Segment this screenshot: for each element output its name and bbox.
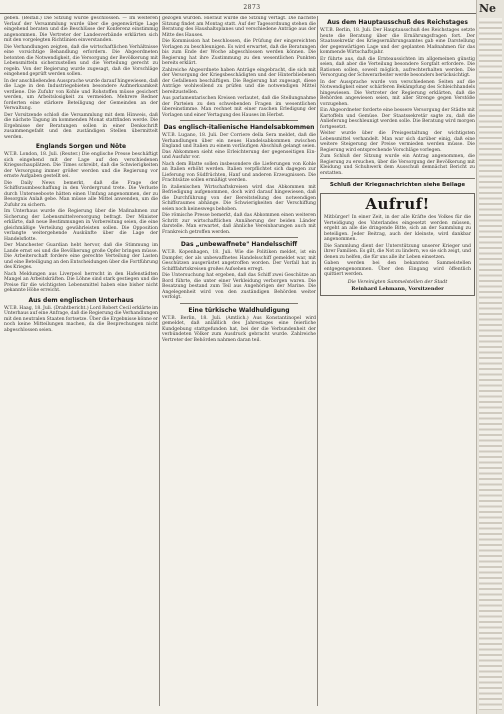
adjacent-page-edge: [476, 0, 504, 714]
appeal-signatories: Reinhard Lehmann, Vorsitzender: [351, 285, 444, 292]
article-paragraph: gezogen wurden. Hierauf wurde die Sitzung vertagt. Die nächste Sitzung findet am Montag statt. Auf der Tagesordnung stehen die Beratung des Haushaltsplanes und verschiedene Anträge aus der Mitte des Hauses.: [162, 16, 316, 38]
section-divider: [180, 303, 298, 304]
page-number: 2873: [243, 4, 261, 11]
appeal-paragraph: Die Sammlung dient der Unterstützung unserer Krieger und ihrer Familien. Es gilt, die Not zu lindern, wo sie sich zeigt, und denen zu helfen, die für uns alle ihr Leben einsetzen.: [324, 243, 471, 260]
article-paragraph: W.T.B. Berlin, 18. Juli. Der Hauptausschuß des Reichstages setzte heute die Beratung über die Ernährungsfragen fort. Der Staatssekretär des Kriegsernährungsamtes gab eine Darstellung der gegenwärtigen Lage und der geplanten Maßnahmen für das kommende Wirtschaftsjahr.: [320, 28, 475, 55]
column-3: [320, 16, 475, 706]
appeal-closing: Die Vereinigten Sammelstellen der Stadt: [347, 279, 448, 285]
article-headline: Englands Sorgen und Nöte: [35, 143, 127, 150]
article-paragraph: Zum Schluß der Sitzung wurde ein Antrag angenommen, die Regierung zu ersuchen, über die Versorgung der Bevölkerung mit Kleidung und Schuhwerk dem Ausschuß demnächst Bericht zu erstatten.: [320, 154, 475, 176]
article-headline: Das englisch-italienische Handelsabkommen: [163, 124, 315, 131]
adjacent-page-title-fragment: Ne: [479, 2, 497, 15]
column-1: [4, 16, 158, 706]
article-paragraph: In italienischen Wirtschaftskreisen wird das Abkommen mit Befriedigung aufgenommen, doch wird darauf hingewiesen, daß die Durchführung von der Bereitstellung des notwendigen Schiffsraumes abhänge. Die Schwierigkeiten der Verschiffung seien noch keineswegs behoben.: [162, 184, 316, 212]
adjacent-page-text: [479, 18, 502, 710]
header-rule: [0, 13, 480, 14]
section-divider: [180, 237, 298, 238]
appeal-paragraph: Mitbürger! In einer Zeit, in der alle Kräfte des Volkes für die Verteidigung des Vaterlandes eingesetzt werden müssen, ergeht an alle die dringende Bitte, sich an der Sammlung zu beteiligen. Jeder Beitrag, auch der kleinste, wird dankbar angenommen.: [324, 215, 471, 242]
column-rule: [159, 16, 160, 706]
article-paragraph: W.T.B. London, 18. Juli. (Reuter.) Die englische Presse beschäftigt sich eingehend mit der Lage auf den verschiedenen Kriegsschauplätzen. Die Times schreibt, daß die Schwierigkeiten der Versorgung immer größer werden und die Regierung vor ernste Aufgaben gestellt sei.: [4, 152, 158, 179]
article-paragraph: Der Vorsitzende schloß die Versammlung mit dem Hinweis, daß die nächste Tagung im kommenden Monat stattfinden werde. Die Ergebnisse der Beratungen sollen in einer Denkschrift zusammengefaßt und den zuständigen Stellen übermittelt werden.: [4, 112, 158, 140]
article-paragraph: W.T.B. Lugano, 18. Juli. Der Corriere della Sera meldet, daß die Verhandlungen über ein neues Handelsabkommen zwischen England und Italien zu einem vorläufigen Abschluß gelangt seien. Das Abkommen sieht eine Erleichterung der gegenseitigen Ein- und Ausfuhr vor.: [162, 133, 316, 160]
appeal-title: Aufruf!: [365, 195, 430, 213]
article-paragraph: Zahlreiche Abgeordnete haben Anträge eingebracht, die sich mit der Versorgung der Kriegsbeschädigten und der Hinterbliebenen der Gefallenen beschäftigen. Die Regierung hat zugesagt, diese Anträge wohlwollend zu prüfen und die notwendigen Mittel bereitzustellen.: [162, 67, 316, 95]
article-paragraph: geben. (Beifall.) Die Sitzung wurde geschlossen. — Im weiteren Verlauf der Versammlung wurde über die gegenwärtige Lage eingehend beraten und die Beschlüsse der Konferenz einstimmig angenommen. Die Vertreter der Landesverbände erklärten sich mit den vorgelegten Richtlinien einverstanden.: [4, 16, 158, 43]
article-paragraph: Im Unterhaus wurde die Regierung über die Maßnahmen zur Sicherung der Lebensmittelversorgung befragt. Der Minister erklärte, daß neue Bestimmungen in Vorbereitung seien, die eine gleichmäßige Verteilung gewährleisten sollen. Die Opposition verlangte weitergehende Auskünfte über die Lage der Handelsflotte.: [4, 209, 158, 242]
column-2: [162, 16, 316, 706]
article-headline: Eine türkische Waldhuldigung: [188, 306, 290, 314]
article-paragraph: Aus parlamentarischen Kreisen verlautet, daß die Stellungnahme der Parteien zu den schwebenden Fragen im wesentlichen übereinstimme. Man rechnet mit einer raschen Erledigung der Vorlagen und einer Vertagung des Hauses im Herbst.: [162, 96, 316, 118]
article-paragraph: Die Verhandlungen zeigten, daß die wirtschaftlichen Verhältnisse eine vorsichtige Behandlung erfordern. Die Abgeordneten betonten die Notwendigkeit, die Versorgung der Bevölkerung mit Lebensmitteln sicherzustellen und die Verteilung gerecht zu regeln. Von der Regierung wurde zugesagt, daß die Vorschläge eingehend geprüft werden sollen.: [4, 44, 158, 77]
article-paragraph: Der Manchester Guardian hebt hervor, daß die Stimmung im Lande ernst sei und die Bevölkerung große Opfer bringen müsse. Die Arbeiterschaft fordere eine gerechte Verteilung der Lasten und eine Beteiligung an den Entscheidungen über die Fortführung des Krieges.: [4, 243, 158, 270]
notice-line: Schluß der Kriegsnachrichten siehe Beilage: [329, 182, 466, 188]
section-divider: [320, 178, 475, 179]
article-paragraph: W.T.B. Kopenhagen, 18. Juli. Wie die Politiken meldet, ist ein Dampfer, der als unbewaffnetes Handelsschiff gemeldet war, mit Geschützen ausgerüstet angetroffen worden. Der Vorfall hat in Schifffahrtskreisen großes Aufsehen erregt.: [162, 250, 316, 272]
article-paragraph: W.T.B. Haag, 18. Juli. (Drahtbericht.) Lord Robert Cecil erklärte im Unterhaus auf eine Anfrage, daß die Regierung die Verhandlungen mit den neutralen Staaten fortsetze. Über die Ergebnisse könne er noch keine Mitteilungen machen, da die Besprechungen nicht abgeschlossen seien.: [4, 305, 158, 333]
appeal-box: [320, 193, 475, 296]
article-headline: Aus dem Hauptausschuß des Reichstages: [327, 19, 468, 26]
section-divider: [180, 120, 298, 121]
article-paragraph: Weiter wurde über die Preisgestaltung der wichtigsten Lebensmittel verhandelt. Man war sich darüber einig, daß eine weitere Steigerung der Preise vermieden werden müsse. Die Regierung wird entsprechende Vorschläge vorlegen.: [320, 131, 475, 153]
article-paragraph: In der anschließenden Aussprache wurde darauf hingewiesen, daß die Lage in den Industriegebieten besondere Aufmerksamkeit verdiene. Die Zufuhr von Kohle und Rohstoffen müsse gesichert werden, um Arbeitslosigkeit zu vermeiden. Mehrere Redner forderten eine stärkere Beteiligung der Gemeinden an der Verwaltung.: [4, 78, 158, 111]
article-paragraph: Die Kommission hat beschlossen, die Prüfung der eingereichten Vorlagen zu beschleunigen. Es wird erwartet, daß die Beratungen bis zum Ende der Woche abgeschlossen werden können. Die Regierung hat ihre Zustimmung zu den wesentlichen Punkten bereits erklärt.: [162, 39, 316, 66]
article-paragraph: Nach dem Blatte sollen insbesondere die Lieferungen von Kohle an Italien erhöht werden. Italien verpflichtet sich dagegen zur Lieferung von Südfrüchten, Hanf und anderen Erzeugnissen. Die Frachtsätze sollen ermäßigt werden.: [162, 161, 316, 183]
article-paragraph: W.T.B. Berlin, 18. Juli. (Amtlich.) Aus Konstantinopel wird gemeldet, daß anläßlich des Jahrestages eine feierliche Kundgebung stattgefunden hat, bei der die Verbundenheit der verbündeten Völker zum Ausdruck gebracht wurde. Zahlreiche Vertreter der Behörden nahmen daran teil.: [162, 315, 316, 343]
article-headline: Aus dem englischen Unterhaus: [28, 296, 134, 304]
column-rule: [317, 16, 318, 706]
article-paragraph: Ein Abgeordneter forderte eine bessere Versorgung der Städte mit Kartoffeln und Gemüse. Der Staatssekretär sagte zu, daß die Anlieferung beschleunigt werden solle. Die Beratung wird morgen fortgesetzt.: [320, 108, 475, 130]
article-headline: Das „unbewaffnete" Handelsschiff: [180, 241, 298, 248]
appeal-paragraph: Gaben werden bei den bekannten Sammelstellen entgegengenommen. Über den Eingang wird öffentlich quittiert werden.: [324, 261, 471, 277]
article-paragraph: Er führte aus, daß die Ernteaussichten im allgemeinen günstig seien, daß aber die Verteilung besondere Sorgfalt erfordere. Die Rationen sollen, soweit möglich, aufrechterhalten werden. Die Versorgung der Schwerarbeiter werde besonders berücksichtigt.: [320, 56, 475, 78]
article-paragraph: Die Untersuchung hat ergeben, daß das Schiff zwei Geschütze an Bord führte, die unter einer Verkleidung verborgen waren. Die Besatzung bestand zum Teil aus Angehörigen der Marine. Die Angelegenheit wird von den zuständigen Behörden weiter verfolgt.: [162, 273, 316, 300]
article-paragraph: Die römische Presse bemerkt, daß das Abkommen einen weiteren Schritt zur wirtschaftlichen Annäherung der beiden Länder darstelle. Man erwartet, daß ähnliche Vereinbarungen auch mit Frankreich getroffen werden.: [162, 213, 316, 235]
article-paragraph: Nach Meldungen aus Liverpool herrscht in den Hafenstädten Mangel an Arbeitskräften. Die Löhne sind stark gestiegen und die Preise für die wichtigsten Lebensmittel haben eine bisher nicht gekannte Höhe erreicht.: [4, 271, 158, 293]
article-paragraph: Die Daily News bemerkt, daß die Frage der Schiffsraumbeschaffung in den Vordergrund trete. Die Verluste durch Unterseeboote hätten einen Umfang angenommen, der zu Besorgnis Anlaß gebe. Man müsse alle Mittel anwenden, um die Zufuhr zu sichern.: [4, 180, 158, 208]
article-paragraph: In der Aussprache wurde von verschiedenen Seiten auf die Notwendigkeit einer schärferen Bekämpfung des Schleichhandels hingewiesen. Die Vertreter der Regierung erklärten, daß die Behörden angewiesen seien, mit aller Strenge gegen Verstöße vorzugehen.: [320, 79, 475, 107]
